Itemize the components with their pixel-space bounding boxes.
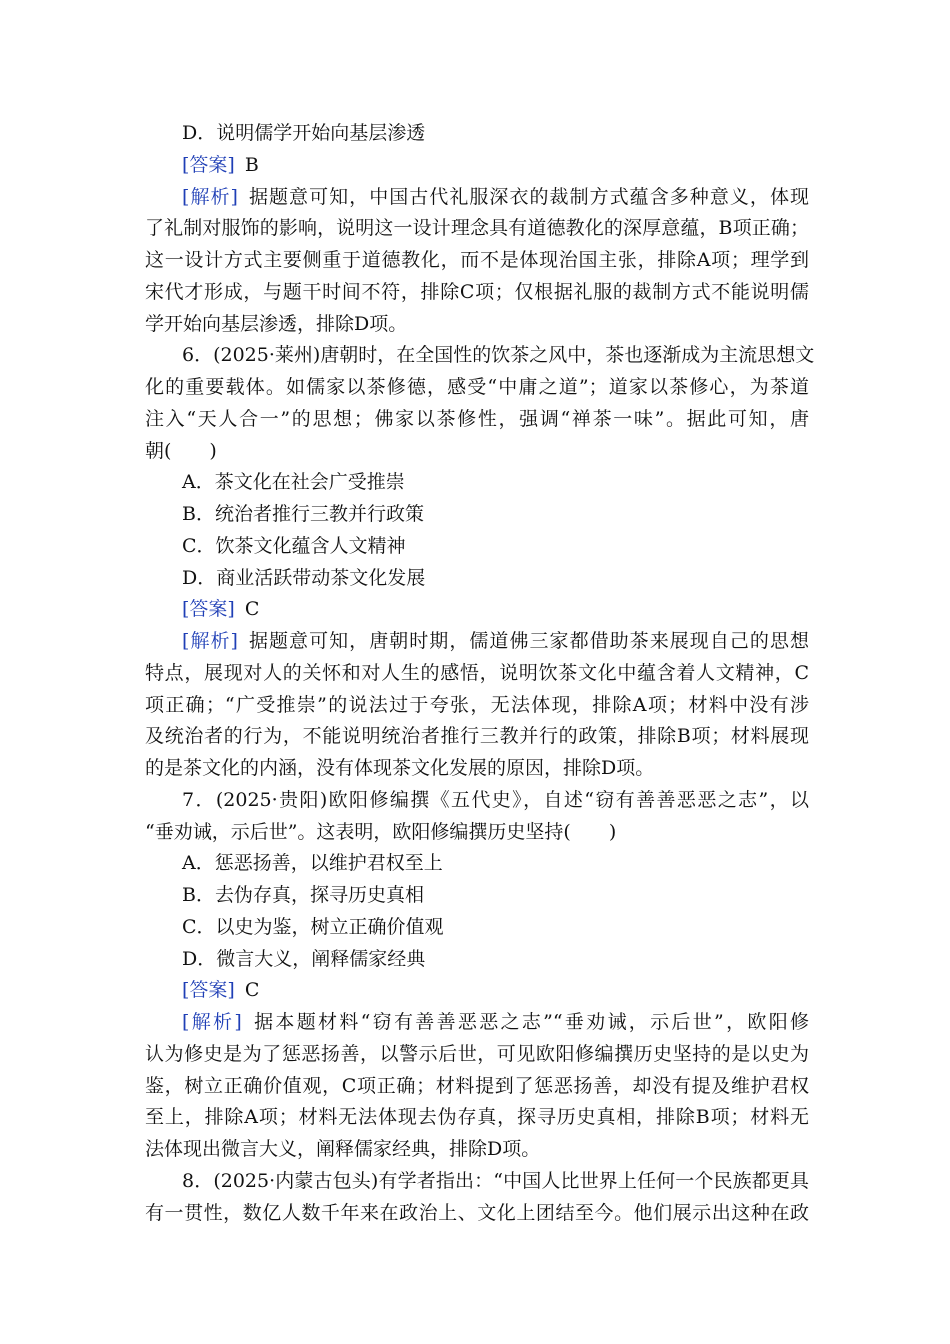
line-text: C．以史为鉴，树立正确价值观 — [182, 915, 444, 938]
line-text: 据题意可知，唐朝时期，儒道佛三家都借助茶来展现自己的思想 — [247, 630, 809, 652]
text-line — [145, 150, 809, 182]
line-text: B．统治者推行三教并行政策 — [182, 503, 424, 525]
text-line — [145, 690, 809, 722]
line-text: 学开始向基层渗透，排除D项。 — [145, 312, 408, 335]
line-text: 至上，排除A项；材料无法体现去伪存真，探寻历史真相，排除B项；材料无 — [145, 1106, 809, 1129]
text-line — [145, 277, 809, 309]
answer-tag: [答案] — [182, 153, 235, 176]
line-text: 项正确；“广受推崇”的说法过于夸张，无法体现，排除A项；材料中没有涉 — [145, 693, 809, 716]
text-line — [145, 1007, 809, 1039]
line-text: A．惩恶扬善，以维护君权至上 — [182, 852, 443, 875]
text-line — [145, 721, 809, 753]
text-line — [145, 563, 809, 595]
line-text: 据本题材料“窃有善善恶恶之志”“垂劝诫，示后世”，欧阳修 — [251, 1011, 810, 1033]
line-text: D．商业活跃带动茶文化发展 — [182, 566, 426, 589]
text-line — [145, 594, 809, 626]
text-line — [145, 753, 809, 785]
text-line — [145, 436, 809, 468]
line-text: 了礼制对服饰的影响，说明这一设计理念具有道德教化的深厚意蕴，B项正确； — [145, 217, 809, 240]
document-page — [145, 118, 815, 1229]
line-text: 法体现出微言大义，阐释儒家经典，排除D项。 — [145, 1138, 541, 1160]
line-text: 鉴，树立正确价值观，C项正确；材料提到了惩恶扬善，却没有提及维护君权 — [145, 1074, 809, 1097]
line-text: 8．(2025·内蒙古包头)有学者指出：“中国人比世界上任何一个民族都更具 — [182, 1169, 809, 1192]
line-text: C — [244, 598, 260, 621]
text-line — [145, 404, 809, 436]
line-text: 7．(2025·贵阳)欧阳修编撰《五代史》，自述“窃有善善恶恶之志”，以 — [182, 788, 809, 811]
line-text: 宋代才形成，与题干时间不符，排除C项；仅根据礼服的裁制方式不能说明儒 — [145, 280, 809, 303]
text-line — [145, 213, 809, 245]
line-text: A．茶文化在社会广受推崇 — [182, 471, 405, 494]
text-line — [145, 658, 809, 690]
text-line — [145, 848, 809, 880]
line-text: 认为修史是为了惩恶扬善，以警示后世，可见欧阳修编撰历史坚持的是以史为 — [145, 1042, 809, 1065]
text-line — [145, 975, 809, 1007]
text-line — [145, 1134, 809, 1166]
line-text: 这一设计方式主要侧重于道德教化，而不是体现治国主张，排除A项；理学到 — [145, 249, 809, 271]
text-line — [145, 880, 809, 912]
line-text: C．饮茶文化蕴含人文精神 — [182, 534, 406, 557]
text-line — [145, 340, 815, 372]
text-line — [145, 785, 809, 817]
line-text: 注入“天人合一”的思想；佛家以茶修性，强调“禅茶一味”。据此可知，唐 — [145, 407, 809, 430]
line-text: 及统治者的行为，不能说明统治者推行三教并行的政策，排除B项；材料展现 — [145, 725, 809, 748]
analysis-tag: [解析] — [182, 185, 238, 208]
line-text: C — [244, 979, 260, 1002]
line-text: 的是茶文化的内涵，没有体现茶文化发展的原因，排除D项。 — [145, 757, 655, 779]
line-text: “垂劝诫，示后世”。这表明，欧阳修编撰历史坚持( ) — [145, 820, 617, 843]
line-text: 6．(2025·莱州)唐朝时，在全国性的饮茶之风中，茶也逐渐成为主流思想文 — [182, 344, 815, 367]
text-line — [145, 499, 809, 531]
line-text: 朝( ) — [145, 439, 217, 462]
analysis-tag: [解析] — [182, 630, 238, 652]
line-text: 特点，展现对人的关怀和对人生的感悟，说明饮茶文化中蕴含着人文精神，C — [145, 661, 809, 684]
analysis-tag: [解析] — [182, 1011, 242, 1033]
line-text: 据题意可知，中国古代礼服深衣的裁制方式蕴含多种意义，体现 — [247, 185, 809, 208]
text-line — [145, 1198, 809, 1230]
line-text: 有一贯性，数亿人数千年来在政治上、文化上团结至今。他们展示出这种在政 — [145, 1201, 809, 1224]
answer-tag: [答案] — [182, 598, 235, 621]
text-line — [145, 118, 809, 150]
text-line — [145, 1166, 809, 1198]
text-line — [145, 1102, 809, 1134]
text-line — [145, 626, 809, 658]
text-line — [145, 467, 809, 499]
line-text: D．微言大义，阐释儒家经典 — [182, 947, 426, 970]
text-line — [145, 912, 809, 944]
text-line — [145, 245, 809, 277]
text-line — [145, 944, 809, 976]
text-line — [145, 372, 809, 404]
text-line — [145, 1039, 809, 1071]
text-line — [145, 531, 809, 563]
text-line — [145, 817, 809, 849]
line-text: D．说明儒学开始向基层渗透 — [182, 122, 426, 144]
text-line — [145, 309, 809, 341]
line-text: B．去伪存真，探寻历史真相 — [182, 884, 424, 906]
line-text: 化的重要载体。如儒家以茶修德，感受“中庸之道”；道家以茶修心，为茶道 — [145, 376, 809, 398]
text-line — [145, 1071, 809, 1103]
line-text: B — [244, 153, 259, 176]
text-line — [145, 182, 809, 214]
answer-tag: [答案] — [182, 979, 235, 1002]
